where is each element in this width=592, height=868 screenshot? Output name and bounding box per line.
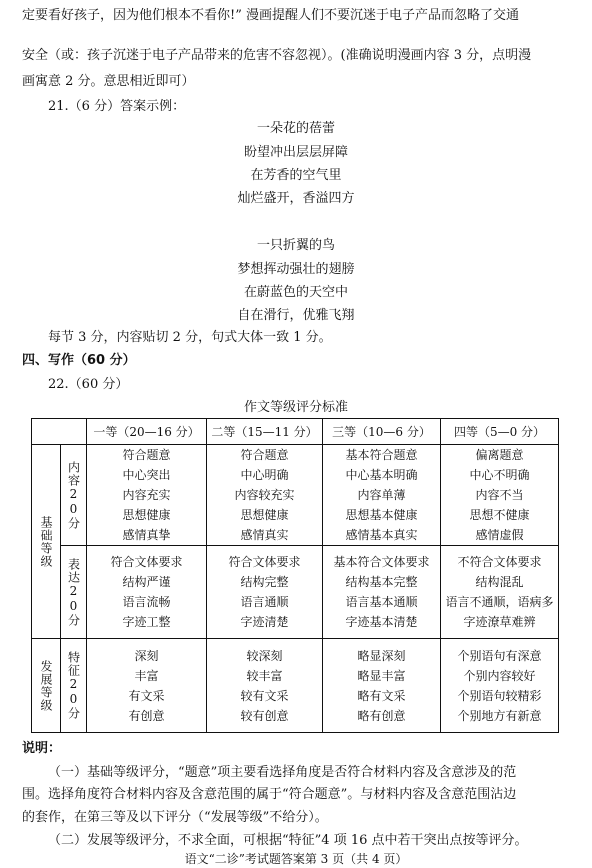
cell-item: 丰富 <box>134 668 159 683</box>
poem-stanza-1-line-1: 一朵花的蓓蕾 <box>256 121 335 136</box>
cell-item: 基本符合题意 <box>345 448 418 462</box>
cell-item: 有创意 <box>128 708 165 723</box>
content-grade-4-cell <box>441 445 559 546</box>
q21-scoring: 每节 3 分，内容贴切 2 分，句式大体一致 1 分。 <box>48 330 332 345</box>
note-1-line-3: 的套作，在第三等及以下评分（“发展等级”不给分）。 <box>22 810 328 825</box>
content-grade-2-cell <box>207 445 323 546</box>
expression-grade-4-cell <box>441 546 559 639</box>
features-grade-2-cell <box>207 639 323 733</box>
features-grade-1-cell <box>87 639 207 733</box>
cell-item: 个别地方有新意 <box>457 708 542 723</box>
cell-item: 中心不明确 <box>469 468 530 482</box>
poem-stanza-2-line-2: 梦想挥动强壮的翅膀 <box>237 262 355 277</box>
grade-1-header: 一等（20—16 分） <box>87 419 207 445</box>
cell-item: 结构混乱 <box>475 575 524 589</box>
cell-item: 思想健康 <box>240 508 289 522</box>
cell-item: 较丰富 <box>246 668 283 683</box>
basic-level-label: 基础等级 <box>32 445 61 639</box>
development-level-label: 发展等级 <box>32 639 61 733</box>
cell-item: 中心突出 <box>122 468 171 482</box>
expression-grade-3-cell <box>323 546 441 639</box>
expression-row <box>32 546 559 639</box>
cell-item: 结构严谨 <box>122 575 171 589</box>
cell-item: 符合文体要求 <box>228 555 301 569</box>
grade-2-header: 二等（15—11 分） <box>207 419 323 445</box>
content-grade-3-cell <box>323 445 441 546</box>
cell-item: 较有创意 <box>240 708 289 723</box>
cell-item: 深刻 <box>134 648 159 663</box>
cell-item: 语言基本通顺 <box>345 595 418 609</box>
cell-item: 内容充实 <box>122 488 171 502</box>
note-1-line-2: 围。选择角度符合材料内容及含意范围的属于“符合题意”。与材料内容及含意范围沾边 <box>22 787 517 802</box>
content-row <box>32 445 559 546</box>
cell-item: 个别语句有深意 <box>457 648 542 663</box>
features-row <box>32 639 559 733</box>
cell-item: 中心基本明确 <box>345 468 418 482</box>
content-grade-1-cell <box>87 445 207 546</box>
cell-item: 内容不当 <box>475 488 524 502</box>
cell-item: 较深刻 <box>246 648 283 663</box>
cell-item: 字迹基本清楚 <box>345 615 418 629</box>
criterion-features: 特征20分 <box>61 639 87 733</box>
cell-item: 字迹潦草难辨 <box>463 615 536 629</box>
cell-item: 思想不健康 <box>469 508 530 522</box>
cell-item: 符合题意 <box>240 448 289 462</box>
cell-item: 略有文采 <box>357 688 406 703</box>
table-title: 作文等级评分标准 <box>243 400 348 415</box>
intro-line-3: 画寓意 2 分。意思相近即可） <box>22 74 195 89</box>
notes-heading: 说明： <box>22 741 62 756</box>
grade-4-header: 四等（5—0 分） <box>441 419 559 445</box>
cell-item: 感情真挚 <box>122 528 171 542</box>
cell-item: 符合文体要求 <box>110 555 183 569</box>
cell-item: 感情虚假 <box>475 528 524 542</box>
cell-item: 结构完整 <box>240 575 289 589</box>
cell-item: 基本符合文体要求 <box>333 555 430 569</box>
cell-item: 略有创意 <box>357 708 406 723</box>
cell-item: 字迹清楚 <box>240 615 289 629</box>
poem-stanza-2-line-3: 在蔚蓝色的天空中 <box>243 285 348 300</box>
cell-item: 略显深刻 <box>357 648 406 663</box>
cell-item: 个别内容较好 <box>463 668 536 683</box>
cell-item: 内容单薄 <box>357 488 406 502</box>
poem-stanza-2-line-1: 一只折翼的鸟 <box>256 238 335 253</box>
poem-stanza-1-line-3: 在芳香的空气里 <box>250 168 342 183</box>
expression-grade-2-cell <box>207 546 323 639</box>
criterion-expression: 表达20分 <box>61 546 87 639</box>
cell-item: 感情基本真实 <box>345 528 418 542</box>
features-grade-3-cell <box>323 639 441 733</box>
cell-item: 思想健康 <box>122 508 171 522</box>
features-grade-4-cell <box>441 639 559 733</box>
cell-item: 语言通顺 <box>240 595 289 609</box>
cell-item: 偏离题意 <box>475 448 524 462</box>
cell-item: 符合题意 <box>122 448 171 462</box>
poem-stanza-1-line-4: 灿烂盛开，香溢四方 <box>237 191 355 206</box>
intro-line-1: 定要看好孩子，因为他们根本不看你!” 漫画提醒人们不要沉迷于电子产品而忽略了交通 <box>22 8 520 23</box>
grading-table <box>31 418 559 733</box>
table-corner-cell <box>32 419 87 445</box>
section-4-heading: 四、写作（60 分） <box>22 353 136 368</box>
criterion-content: 内容20分 <box>61 445 87 546</box>
cell-item: 内容较充实 <box>234 488 295 502</box>
cell-item: 语言流畅 <box>122 595 171 609</box>
intro-line-2: 安全（或：孩子沉迷于电子产品带来的危害不容忽视）。(准确说明漫画内容 3 分，点明漫 <box>22 48 532 63</box>
cell-item: 结构基本完整 <box>345 575 418 589</box>
note-2: （二）发展等级评分，不求全面，可根据“特征”4 项 16 点中若干突出点按等评分。 <box>48 833 528 848</box>
q22-heading: 22.（60 分） <box>48 377 129 392</box>
cell-item: 略显丰富 <box>357 668 406 683</box>
cell-item: 语言不通顺，语病多 <box>445 595 554 609</box>
q21-heading: 21.（6 分）答案示例： <box>48 99 186 114</box>
cell-item: 个别语句较精彩 <box>457 688 542 703</box>
cell-item: 字迹工整 <box>122 615 171 629</box>
cell-item: 较有文采 <box>240 688 289 703</box>
expression-grade-1-cell <box>87 546 207 639</box>
page-footer: 语文“二诊”考试题答案第 3 页（共 4 页） <box>184 852 408 866</box>
poem-stanza-1-line-2: 盼望冲出层层屏障 <box>243 145 348 160</box>
cell-item: 不符合文体要求 <box>457 555 542 569</box>
note-1-line-1: （一）基础等级评分，“题意”项主要看选择角度是否符合材料内容及含意涉及的范 <box>48 765 517 780</box>
grade-3-header: 三等（10—6 分） <box>323 419 441 445</box>
cell-item: 思想基本健康 <box>345 508 418 522</box>
cell-item: 感情真实 <box>240 528 289 542</box>
table-header-row <box>32 419 559 445</box>
cell-item: 中心明确 <box>240 468 289 482</box>
poem-stanza-2-line-4: 自在滑行，优雅飞翔 <box>237 308 355 323</box>
cell-item: 有文采 <box>128 688 165 703</box>
